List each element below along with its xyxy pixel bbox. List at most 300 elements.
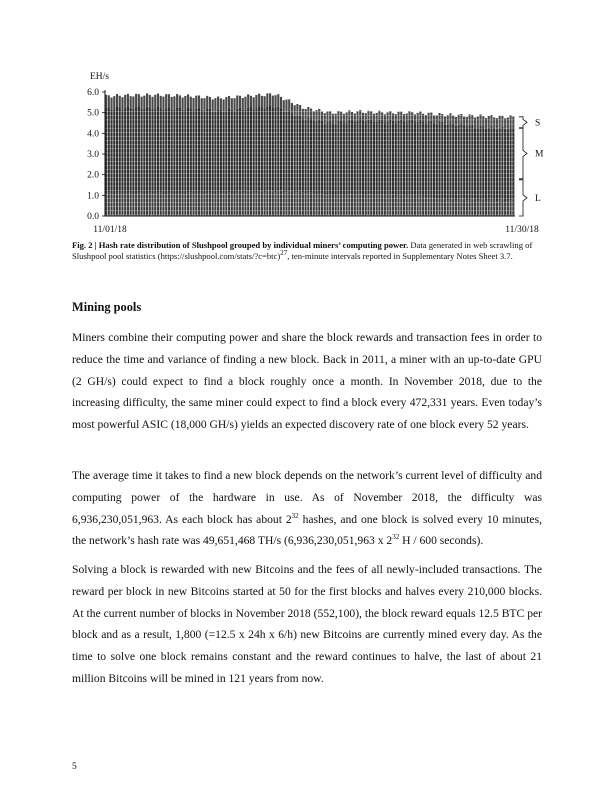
- bar-segment-S: [326, 111, 328, 122]
- bar-segment-M: [198, 108, 200, 193]
- group-l-label: L: [535, 193, 541, 204]
- x-tick-end: 11/30/18: [505, 225, 539, 235]
- bar-segment-L: [272, 191, 274, 216]
- bar-segment-L: [370, 194, 372, 216]
- bar-segment-M: [264, 109, 266, 193]
- bar-segment-S: [201, 98, 203, 110]
- bar-segment-L: [203, 194, 205, 216]
- bar-segment-M: [288, 111, 290, 191]
- bar-segment-S: [255, 95, 257, 108]
- bar-segment-M: [299, 115, 301, 191]
- bar-segment-M: [406, 122, 408, 196]
- bar-segment-S: [231, 98, 233, 110]
- bar-segment-S: [417, 113, 419, 122]
- bar-segment-M: [179, 108, 181, 193]
- bar-segment-S: [305, 109, 307, 120]
- bar-segment-M: [242, 110, 244, 193]
- bar-segment-L: [182, 194, 184, 216]
- bar-segment-S: [449, 113, 451, 122]
- bar-segment-M: [253, 109, 255, 192]
- bar-segment-L: [223, 194, 225, 216]
- bar-segment-L: [143, 194, 145, 216]
- bar-segment-M: [417, 122, 419, 197]
- bar-segment-L: [406, 196, 408, 216]
- bar-segment-L: [387, 196, 389, 216]
- bar-segment-L: [187, 193, 189, 216]
- bar-segment-L: [225, 193, 227, 216]
- bar-segment-S: [501, 116, 503, 127]
- bar-segment-S: [340, 112, 342, 121]
- bar-segment-S: [362, 113, 364, 120]
- bar-segment-S: [474, 117, 476, 127]
- bar-segment-S: [395, 114, 397, 122]
- hash-rate-chart-svg: [60, 66, 560, 236]
- bar-segment-M: [370, 119, 372, 194]
- bar-segment-S: [110, 98, 112, 110]
- bar-segment-L: [354, 195, 356, 216]
- group-s-label: S: [535, 118, 541, 129]
- bar-segment-S: [507, 118, 509, 130]
- bar-segment-L: [512, 200, 514, 216]
- bar-segment-S: [310, 109, 312, 119]
- bar-segment-M: [220, 110, 222, 193]
- bar-segment-S: [135, 94, 137, 107]
- bar-segment-S: [212, 99, 214, 111]
- bar-segment-M: [447, 124, 449, 200]
- bar-segment-L: [236, 193, 238, 216]
- bar-segment-M: [225, 110, 227, 193]
- bar-segment-L: [264, 192, 266, 216]
- bar-segment-M: [444, 124, 446, 199]
- bar-segment-S: [154, 95, 156, 109]
- bar-segment-S: [296, 104, 298, 116]
- bar-segment-M: [324, 123, 326, 195]
- bar-segment-M: [274, 108, 276, 192]
- bar-segment-S: [482, 116, 484, 126]
- bar-segment-L: [302, 192, 304, 216]
- bar-segment-L: [335, 196, 337, 216]
- bar-segment-M: [384, 122, 386, 196]
- bar-segment-S: [438, 113, 440, 122]
- bar-segment-L: [253, 192, 255, 216]
- bar-segment-L: [201, 193, 203, 216]
- bar-segment-M: [255, 108, 257, 192]
- bar-segment-L: [433, 198, 435, 216]
- bar-segment-M: [138, 106, 140, 192]
- group-m-label: M: [535, 149, 544, 160]
- bar-segment-S: [351, 112, 353, 120]
- bar-segment-S: [346, 112, 348, 122]
- stacked-bars: [105, 93, 515, 216]
- bar-segment-S: [261, 96, 263, 108]
- bar-segment-L: [351, 194, 353, 216]
- bar-segment-S: [233, 98, 235, 111]
- bar-segment-L: [141, 193, 143, 216]
- bar-segment-L: [305, 193, 307, 216]
- caption-text: Data generated in web scrawling of Slushpool pool statistics (https://slushpool.com/stats/?c=btc): [72, 240, 533, 261]
- bar-segment-M: [414, 122, 416, 196]
- bar-segment-S: [406, 113, 408, 122]
- bar-segment-M: [310, 118, 312, 192]
- bar-segment-S: [151, 97, 153, 110]
- bar-segment-S: [269, 93, 271, 105]
- bar-segment-S: [250, 96, 252, 108]
- bar-segment-L: [337, 195, 339, 216]
- bar-segment-M: [354, 122, 356, 195]
- bar-segment-M: [291, 113, 293, 191]
- paragraph-hash-rate-part3: H / 600 seconds).: [399, 534, 484, 548]
- bar-segment-M: [474, 127, 476, 199]
- paragraph-mining-pools: Miners combine their computing power and share the block rewards and transaction fees in order to reduce the time and variance of finding a new block. Back in 2011, a miner with an up-to-date GPU (2 GH/s) could expect to find a block roughly once a month. In November 2018, due to the increasing difficulty, the same miner could expect to find a block every 472,331 years. Even today’s most powerful ASIC (18,000 GH/s) yields an expected discovery rate of one block every 52 years.: [72, 331, 542, 432]
- bar-segment-L: [179, 192, 181, 216]
- bar-segment-S: [192, 98, 194, 110]
- section-heading: Mining pools: [72, 300, 142, 314]
- y-tick-label: 2.0: [87, 170, 99, 181]
- bar-segment-L: [176, 193, 178, 216]
- bar-segment-M: [173, 110, 175, 194]
- bar-segment-M: [305, 120, 307, 194]
- bar-segment-S: [335, 114, 337, 124]
- bar-segment-L: [190, 193, 192, 216]
- bar-segment-S: [324, 113, 326, 123]
- bar-segment-M: [321, 121, 323, 194]
- bar-segment-L: [417, 196, 419, 216]
- bar-segment-L: [258, 191, 260, 216]
- bar-segment-L: [151, 194, 153, 216]
- bar-segment-M: [403, 122, 405, 196]
- bar-segment-M: [332, 123, 334, 195]
- bar-segment-M: [283, 111, 285, 192]
- bar-segment-L: [124, 194, 126, 216]
- bar-segment-M: [335, 124, 337, 196]
- bar-segment-L: [247, 192, 249, 216]
- bar-segment-S: [373, 114, 375, 122]
- bar-segment-M: [479, 126, 481, 200]
- bar-segment-L: [411, 195, 413, 216]
- bar-segment-L: [154, 194, 156, 216]
- bar-segment-L: [315, 194, 317, 216]
- bar-segment-S: [168, 94, 170, 107]
- bar-segment-S: [190, 97, 192, 109]
- paragraph-hash-rate-part2: hashes, and one block is solved every 10 minutes, the network’s hash rate was 49,651,468 TH/s (6,936,230,051,963 x 2: [72, 512, 542, 548]
- bar-segment-L: [285, 192, 287, 216]
- bar-segment-S: [510, 115, 512, 127]
- bar-segment-S: [288, 99, 290, 111]
- bar-segment-L: [452, 199, 454, 216]
- caption-reference: 27: [280, 249, 288, 258]
- bar-segment-L: [359, 194, 361, 216]
- bar-segment-L: [212, 194, 214, 216]
- bar-segment-S: [277, 94, 279, 107]
- bar-segment-L: [157, 193, 159, 216]
- bar-segment-L: [329, 195, 331, 216]
- bar-segment-S: [157, 93, 159, 106]
- bar-segment-S: [182, 98, 184, 110]
- bar-segment-M: [143, 109, 145, 194]
- bar-segment-L: [414, 196, 416, 216]
- page-number: 5: [72, 762, 77, 772]
- bar-segment-S: [146, 93, 148, 106]
- bar-segment-S: [411, 112, 413, 120]
- bar-segment-L: [348, 194, 350, 216]
- bar-segment-M: [504, 129, 506, 201]
- bar-segment-S: [444, 116, 446, 124]
- bar-segment-S: [176, 94, 178, 108]
- bar-segment-L: [507, 201, 509, 216]
- bar-segment-L: [192, 194, 194, 216]
- bar-segment-S: [408, 111, 410, 120]
- bar-segment-S: [266, 93, 268, 106]
- bar-segment-M: [471, 125, 473, 199]
- bar-segment-S: [258, 94, 260, 107]
- bar-segment-S: [132, 96, 134, 109]
- bar-segment-L: [168, 192, 170, 216]
- bar-segment-M: [395, 122, 397, 196]
- bar-segment-L: [283, 192, 285, 216]
- bar-segment-M: [493, 128, 495, 200]
- bar-segment-L: [291, 191, 293, 216]
- bar-segment-M: [485, 129, 487, 201]
- bar-segment-L: [113, 194, 115, 216]
- bar-segment-L: [460, 199, 462, 216]
- bar-segment-L: [130, 193, 132, 216]
- bar-segment-M: [132, 109, 134, 194]
- bar-segment-L: [250, 191, 252, 216]
- bar-segment-S: [460, 114, 462, 124]
- bar-segment-L: [318, 194, 320, 216]
- bar-segment-L: [108, 192, 110, 216]
- bar-segment-L: [340, 194, 342, 216]
- bar-segment-S: [381, 112, 383, 120]
- bar-segment-L: [209, 192, 211, 216]
- bar-segment-S: [253, 97, 255, 109]
- bar-segment-L: [449, 199, 451, 216]
- y-tick-label: 3.0: [87, 150, 99, 160]
- bar-segment-S: [108, 95, 110, 107]
- group-m-bracket: [519, 128, 527, 179]
- bar-segment-S: [490, 115, 492, 126]
- bar-segment-M: [203, 111, 205, 194]
- bar-segment-M: [501, 127, 503, 200]
- bar-segment-S: [365, 113, 367, 121]
- bar-segment-M: [206, 109, 208, 193]
- bar-segment-S: [264, 96, 266, 108]
- bar-segment-L: [266, 192, 268, 216]
- bar-segment-L: [220, 193, 222, 216]
- bar-segment-S: [488, 116, 490, 128]
- bar-segment-M: [482, 126, 484, 199]
- bar-segment-L: [373, 195, 375, 216]
- bar-segment-M: [441, 122, 443, 199]
- bar-segment-M: [110, 109, 112, 193]
- bar-segment-M: [510, 127, 512, 200]
- bar-segment-S: [160, 96, 162, 109]
- bar-segment-L: [261, 191, 263, 216]
- paragraph-hash-rate: [72, 465, 542, 552]
- bar-segment-S: [220, 98, 222, 110]
- bar-segment-S: [171, 97, 173, 109]
- bar-segment-M: [356, 120, 358, 195]
- bar-segment-S: [184, 96, 186, 109]
- bar-segment-L: [231, 192, 233, 216]
- bar-segment-M: [318, 120, 320, 194]
- bar-segment-L: [313, 194, 315, 216]
- bar-segment-L: [490, 200, 492, 216]
- bar-segment-L: [471, 199, 473, 216]
- bar-segment-M: [151, 109, 153, 193]
- caption-label: Fig. 2 | Hash rate distribution of Slushpool grouped by individual miners’ computing power.: [72, 240, 409, 250]
- bar-segment-L: [149, 193, 151, 216]
- bar-segment-M: [192, 110, 194, 194]
- bar-segment-M: [343, 123, 345, 196]
- bar-segment-L: [132, 194, 134, 216]
- bar-segment-M: [376, 122, 378, 196]
- bar-segment-L: [321, 194, 323, 216]
- bar-segment-S: [283, 100, 285, 111]
- bar-segment-M: [326, 122, 328, 195]
- bar-segment-S: [370, 111, 372, 119]
- bar-segment-L: [400, 195, 402, 216]
- bar-segment-L: [116, 193, 118, 216]
- bar-segment-L: [499, 201, 501, 216]
- bar-segment-S: [425, 115, 427, 123]
- bar-segment-M: [214, 111, 216, 194]
- bar-segment-L: [165, 194, 167, 216]
- bar-segment-S: [436, 115, 438, 124]
- bar-segment-S: [400, 111, 402, 119]
- bar-segment-L: [496, 201, 498, 216]
- bar-segment-L: [422, 196, 424, 216]
- bar-segment-S: [512, 117, 514, 128]
- bar-segment-M: [359, 119, 361, 194]
- bar-segment-S: [242, 98, 244, 110]
- bar-segment-S: [428, 113, 430, 122]
- bar-segment-M: [124, 108, 126, 194]
- bar-segment-S: [452, 115, 454, 123]
- bar-segment-M: [433, 123, 435, 198]
- bar-segment-S: [244, 97, 246, 110]
- bar-segment-L: [477, 201, 479, 216]
- bar-segment-S: [247, 94, 249, 107]
- bar-segment-S: [121, 97, 123, 109]
- bar-segment-S: [455, 117, 457, 126]
- y-tick-label: 4.0: [87, 129, 99, 140]
- group-l-bracket: [519, 180, 527, 216]
- bar-segment-M: [397, 121, 399, 196]
- bar-segment-M: [408, 120, 410, 195]
- group-s-bracket: [519, 117, 527, 128]
- bar-segment-S: [433, 115, 435, 122]
- bar-segment-L: [389, 195, 391, 216]
- bar-segment-S: [294, 105, 296, 116]
- exponent: 32: [291, 511, 299, 520]
- bar-segment-M: [141, 109, 143, 194]
- bar-segment-S: [343, 114, 345, 123]
- group-brackets: [519, 117, 544, 216]
- bar-segment-M: [165, 108, 167, 193]
- bar-segment-S: [173, 96, 175, 109]
- bar-segment-M: [499, 128, 501, 201]
- bar-segment-S: [389, 111, 391, 119]
- bar-segment-S: [236, 95, 238, 108]
- bar-segment-L: [501, 200, 503, 216]
- y-tick-label: 6.0: [87, 88, 99, 98]
- bar-segment-L: [135, 193, 137, 216]
- bar-segment-L: [310, 192, 312, 216]
- bar-segment-M: [195, 109, 197, 194]
- bar-segment-M: [190, 108, 192, 192]
- bar-segment-M: [455, 126, 457, 200]
- bar-segment-M: [512, 127, 514, 199]
- bar-segment-S: [225, 97, 227, 110]
- bar-segment-L: [162, 194, 164, 216]
- bar-segment-S: [378, 111, 380, 120]
- bar-segment-S: [228, 96, 230, 108]
- bar-segment-L: [127, 193, 129, 216]
- bar-segment-S: [209, 97, 211, 109]
- exponent: 32: [392, 533, 400, 542]
- bar-segment-L: [474, 200, 476, 216]
- bar-segment-M: [217, 109, 219, 193]
- bar-segment-L: [206, 193, 208, 216]
- bar-segment-S: [359, 110, 361, 118]
- bar-segment-S: [165, 94, 167, 108]
- bar-segment-L: [343, 195, 345, 216]
- bar-segment-M: [182, 110, 184, 194]
- paragraph-block-reward: Solving a block is rewarded with new Bitcoins and the fees of all newly-included transactions. The reward per block in new Bitcoins started at 50 for the first blocks and halves every 210,000 blocks. At the current number of blocks in November 2018 (552,100), the block reward equals 12.5 BTC per block and as a result, 1,800 (=12.5 x 24h x 6/h) new Bitcoins are currently mined every day. As the time to solve one block remains constant and the reward continues to halve, the last of about 21 million Bitcoins will be mined in 121 years from now.: [72, 563, 542, 685]
- bar-segment-L: [479, 199, 481, 216]
- bar-segment-L: [160, 193, 162, 216]
- bar-segment-M: [212, 111, 214, 193]
- bar-segment-L: [488, 201, 490, 216]
- bar-segment-L: [146, 193, 148, 216]
- bar-segment-S: [280, 97, 282, 108]
- bar-segment-M: [127, 106, 129, 192]
- bar-segment-M: [419, 120, 421, 196]
- bar-segment-S: [149, 95, 151, 107]
- x-tick-start: 11/01/18: [93, 225, 127, 235]
- bar-segment-S: [403, 114, 405, 121]
- bar-segment-M: [488, 128, 490, 201]
- bar-segment-L: [288, 191, 290, 216]
- bar-segment-S: [414, 114, 416, 122]
- bar-segment-M: [119, 107, 121, 192]
- bar-segment-L: [332, 195, 334, 216]
- bar-segment-M: [436, 124, 438, 200]
- caption-text-end: , ten-minute intervals reported in Supplementary Notes Sheet 3.7.: [287, 251, 513, 261]
- bar-segment-L: [242, 193, 244, 216]
- bar-segment-M: [162, 110, 164, 194]
- bar-segment-M: [231, 110, 233, 193]
- bar-segment-L: [493, 200, 495, 216]
- bar-segment-L: [485, 201, 487, 216]
- bar-segment-M: [113, 109, 115, 194]
- bar-segment-S: [367, 111, 369, 120]
- bar-segment-S: [127, 94, 129, 106]
- bar-segment-S: [302, 109, 304, 119]
- bar-segment-L: [482, 199, 484, 216]
- bar-segment-L: [138, 192, 140, 216]
- y-tick-label: 5.0: [87, 108, 99, 119]
- bar-segment-S: [130, 96, 132, 108]
- bar-segment-S: [397, 112, 399, 121]
- bar-segment-S: [285, 100, 287, 112]
- bar-segment-M: [201, 110, 203, 193]
- bar-segment-S: [141, 97, 143, 109]
- bar-segment-S: [430, 113, 432, 121]
- bar-segment-M: [184, 109, 186, 194]
- bar-segment-L: [121, 194, 123, 216]
